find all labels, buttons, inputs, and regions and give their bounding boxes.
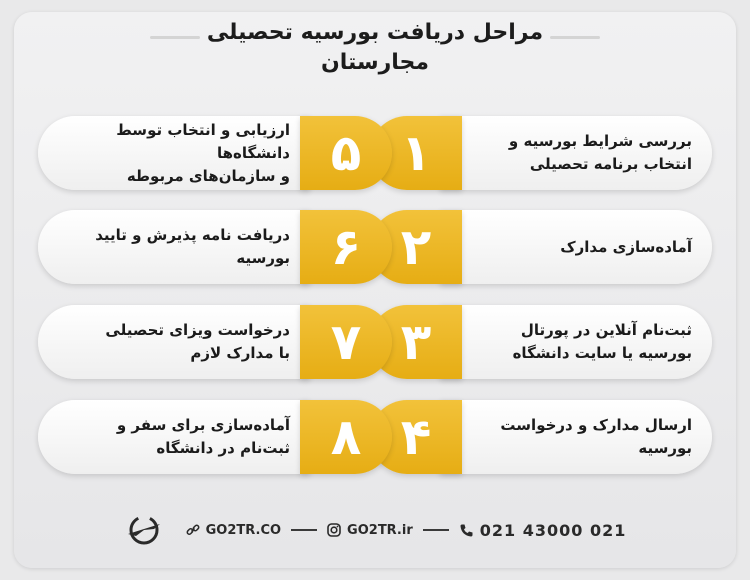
step-3-text: ثبت‌نام آنلاین در پورتال بورسیه یا سایت دانشگاه (512, 321, 692, 362)
step-2-card (440, 210, 712, 284)
step-4-number: ۴ (400, 408, 432, 466)
step-1-text: بررسی شرایط بورسیه و انتخاب برنامه تحصیلی (508, 132, 692, 173)
step-2-text: آماده‌سازی مدارک (560, 237, 692, 256)
footer (0, 514, 750, 546)
footer-divider (291, 529, 317, 531)
link-icon (186, 523, 200, 537)
step-4-text: ارسال مدارک و درخواست بورسیه (500, 416, 692, 457)
step-5-card (38, 116, 310, 190)
step-7-text: درخواست ویزای تحصیلی با مدارک لازم (105, 321, 290, 362)
infographic-card (14, 12, 736, 568)
step-8-card (38, 400, 310, 474)
phone-link[interactable] (459, 521, 627, 540)
step-1-number: ۱ (400, 124, 432, 182)
step-7-badge (300, 305, 392, 379)
step-6-card (38, 210, 310, 284)
phone-text: 021 43000 021 (479, 520, 627, 540)
title-line-1: مراحل دریافت بورسیه تحصیلی (206, 20, 544, 45)
step-5-number: ۵ (330, 124, 362, 182)
phone-icon (459, 523, 474, 538)
step-6-badge (300, 210, 392, 284)
instagram-text: GO2TR.ir (347, 522, 413, 538)
instagram-icon (327, 523, 341, 537)
step-3-card (440, 305, 712, 379)
step-8-badge (300, 400, 392, 474)
step-7-number: ۷ (330, 313, 362, 371)
step-8-number: ۸ (330, 408, 362, 466)
step-6-text: دریافت نامه پذیرش و تایید بورسیه (95, 226, 290, 267)
website-link[interactable] (186, 523, 281, 538)
step-5-badge (300, 116, 392, 190)
plane-logo-icon (124, 514, 164, 546)
step-6-number: ۶ (330, 218, 362, 276)
step-8-text: آماده‌سازی برای سفر و ثبت‌نام در دانشگاه (116, 416, 290, 457)
step-3-number: ۳ (400, 313, 432, 371)
page-title (0, 18, 750, 78)
step-4-card (440, 400, 712, 474)
footer-divider (423, 529, 449, 531)
step-2-number: ۲ (400, 218, 432, 276)
step-1-card (440, 116, 712, 190)
title-line-2: مجارستان (320, 50, 430, 75)
instagram-link[interactable] (327, 523, 413, 538)
website-text: GO2TR.CO (205, 522, 282, 538)
step-5-text: ارزیابی و انتخاب توسط دانشگاه‌ها و سازمان‌های مربوطه (116, 120, 290, 185)
step-7-card (38, 305, 310, 379)
